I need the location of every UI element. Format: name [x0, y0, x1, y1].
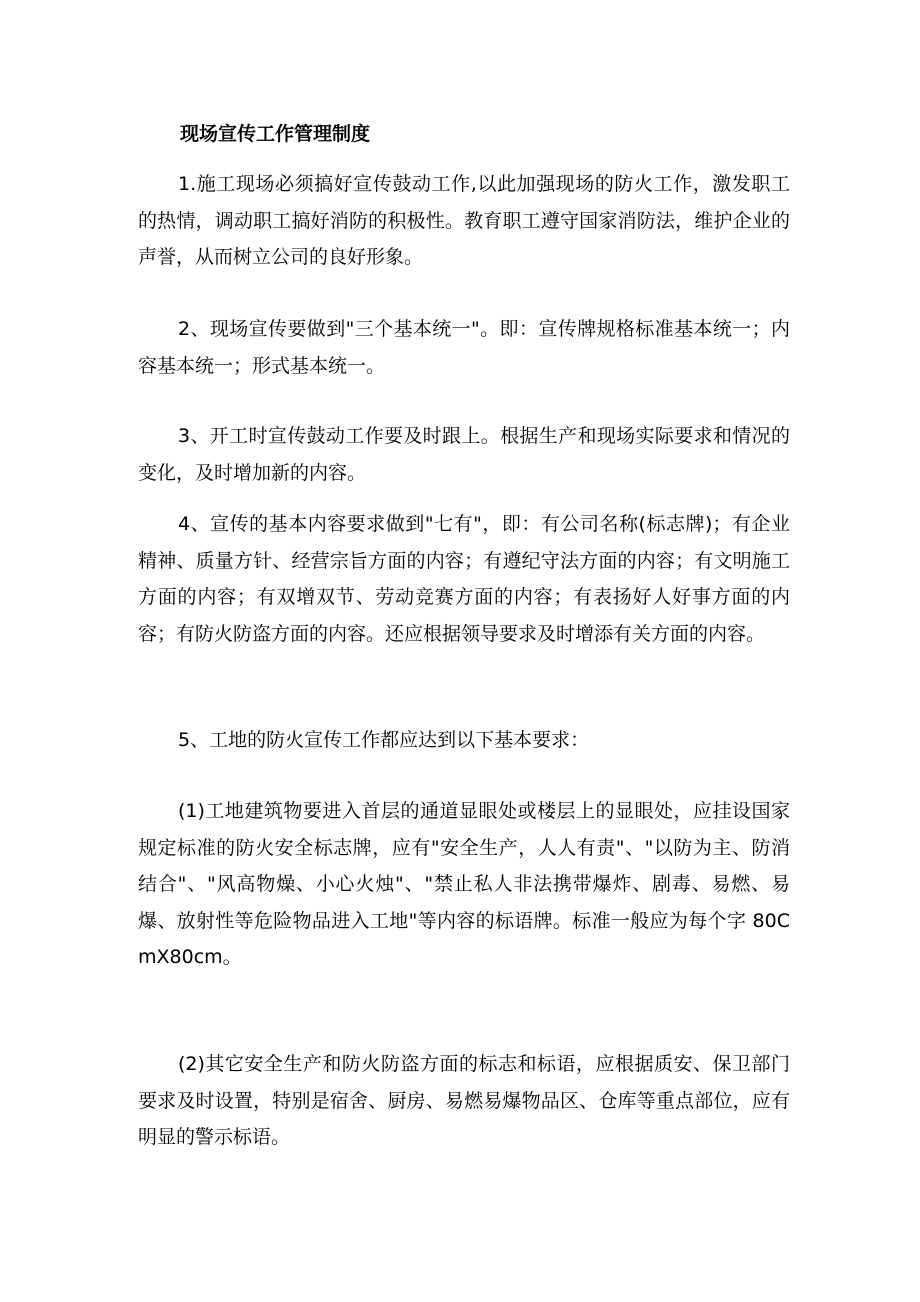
paragraph-5-item-2: (2)其它安全生产和防火防盗方面的标志和标语，应根据质安、保卫部门要求及时设置，特别是宿舍、厨房、易燃易爆物品区、仓库等重点部位，应有明显的警示标语。: [138, 1053, 790, 1148]
paragraph-1: 1.施工现场必须搞好宣传鼓动工作,以此加强现场的防火工作，激发职工的热情，调动职工搞好消防的积极性。教育职工遵守国家消防法，维护企业的声誉，从而树立公司的良好形象。: [138, 173, 790, 268]
paragraph-5-item-1: (1)工地建筑物要进入首层的通道显眼处或楼层上的显眼处，应挂设国家规定标准的防火安全标志牌，应有"安全生产，人人有责"、"以防为主、防消结合"、"风高物燥、小心火烛"、"禁止私人非法携带爆炸、剧毒、易燃、易爆、放射性等危险物品进入工地"等内容的标语牌。标准一般应为每个字 80CmX80cm。: [138, 800, 790, 968]
document-title: 现场宣传工作管理制度: [180, 123, 371, 145]
paragraph-2: 2、现场宣传要做到"三个基本统一"。即：宣传牌规格标准基本统一；内容基本统一；形式基本统一。: [138, 318, 790, 377]
paragraph-4: 4、宣传的基本内容要求做到"七有"，即：有公司名称(标志牌)；有企业精神、质量方针、经营宗旨方面的内容；有遵纪守法方面的内容；有文明施工方面的内容；有双增双节、劳动竞赛方面的内容；有表扬好人好事方面的内容；有防火防盗方面的内容。还应根据领导要求及时增添有关方面的内容。: [138, 513, 790, 645]
paragraph-5: 5、工地的防火宣传工作都应达到以下基本要求：: [178, 729, 590, 751]
paragraph-3: 3、开工时宣传鼓动工作要及时跟上。根据生产和现场实际要求和情况的变化，及时增加新的内容。: [138, 425, 790, 484]
